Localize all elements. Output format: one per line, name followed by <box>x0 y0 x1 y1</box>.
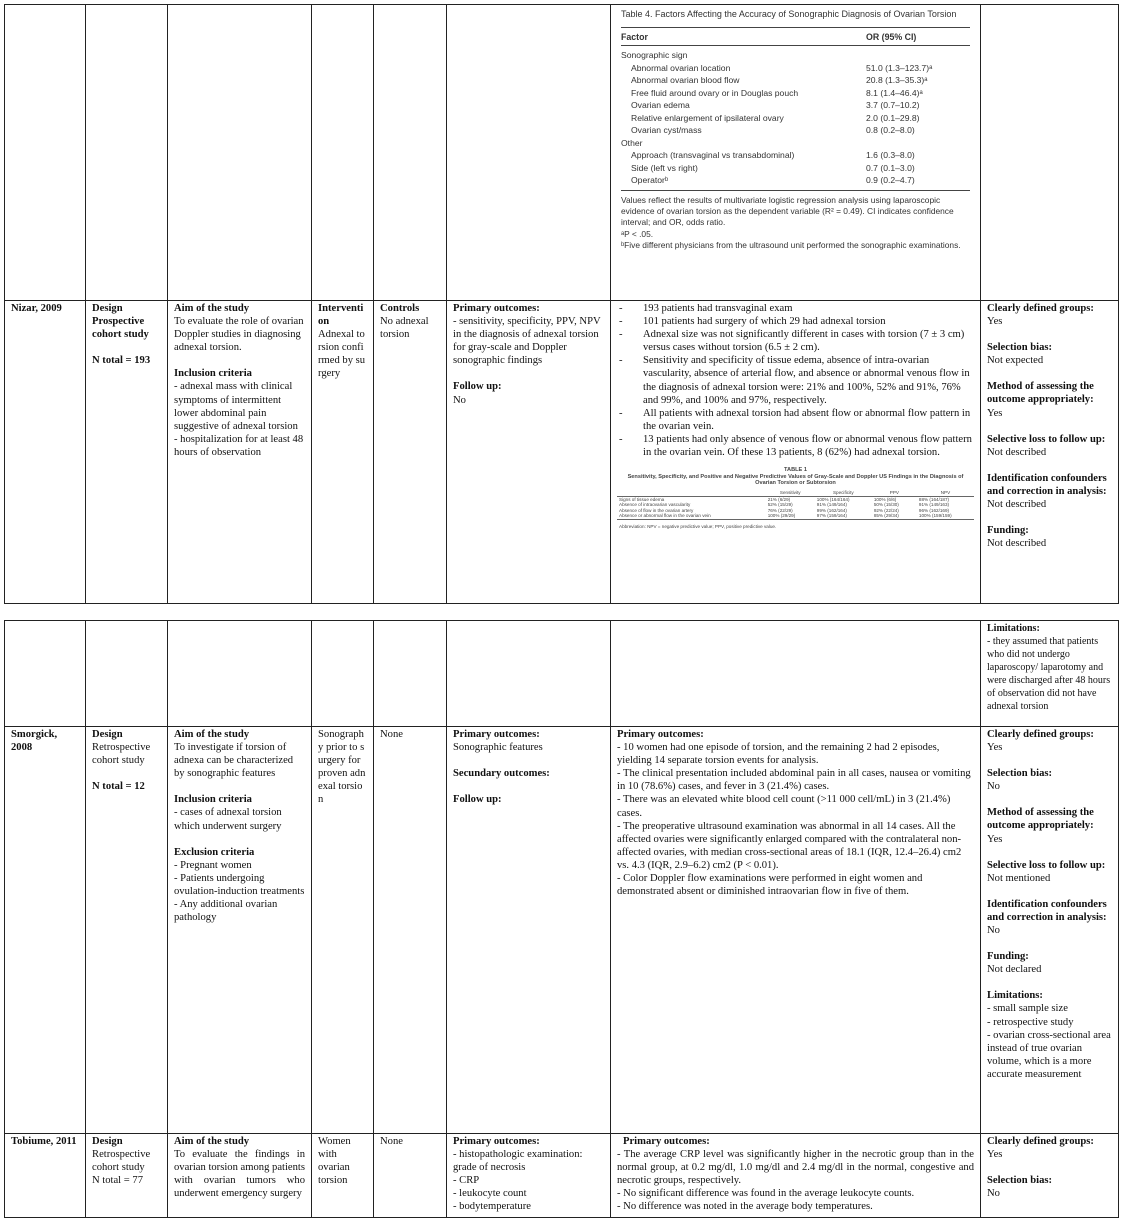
carryover-row <box>5 5 1119 301</box>
table4-row <box>621 124 970 137</box>
mini-cell: 88% (164/187) <box>918 496 950 502</box>
controls-cell <box>374 1134 447 1218</box>
quality-value: Not described <box>987 538 1047 550</box>
table4-factor: Relative enlargement of ipsilateral ovary <box>631 112 784 123</box>
design-value: Retrospective cohort study <box>92 1149 151 1174</box>
cell-empty <box>447 621 611 727</box>
table4-figure-cell <box>611 5 981 301</box>
table4-or: 51.0 (1.3–123.7)ᵃ <box>866 62 933 73</box>
mini-head: Sensitivity <box>766 490 815 496</box>
result-item: - 13 patients had only absence of venous flow or abnormal venous flow pattern in the ovarian vein. Of these 13 patients, 8 (62%) had adnexal torsion. <box>617 433 974 459</box>
exclusion-item: - Pregnant women <box>174 859 252 871</box>
quality-label: Selective loss to follow up: <box>987 859 1106 871</box>
table4-or: 8.1 (1.4–46.4)ᵃ <box>866 87 923 98</box>
carryover-row <box>5 621 1119 727</box>
quality-cell <box>981 727 1119 1134</box>
followup-label: Follow up: <box>453 381 502 393</box>
primary-item: - CRP <box>453 1175 480 1187</box>
design-cell <box>86 1134 168 1218</box>
mini-cell: 97% (159/164) <box>815 513 872 519</box>
cell-empty <box>168 5 312 301</box>
secondary-label: Secundary outcomes: <box>453 768 550 780</box>
mini-cell: Signs of tissue edema <box>619 496 665 502</box>
table4-factor: Abnormal ovarian blood flow <box>631 75 740 85</box>
table4-row <box>621 87 970 100</box>
design-label: Design <box>92 1136 123 1147</box>
aim-text: To evaluate the findings in ovarian torsion among patients with ovarian tumors who underwent emergency surgery <box>174 1149 305 1200</box>
study-row-tobiume <box>5 1134 1119 1218</box>
table4-factor: Side (left vs right) <box>631 162 698 173</box>
exclusion-label: Exclusion criteria <box>174 846 255 858</box>
quality-label: Selection bias: <box>987 768 1053 780</box>
quality-label: Selection bias: <box>987 1175 1053 1187</box>
table4-or: 1.6 (0.3–8.0) <box>866 150 915 160</box>
mini-cell: 92% (22/24) <box>873 507 899 513</box>
results-label: Primary outcomes: <box>617 729 704 740</box>
evidence-table-top <box>4 4 1119 604</box>
result-item: - All patients with adnexal torsion had absent flow or abnormal flow pattern in the ovarian vein. <box>617 407 974 433</box>
limitations-item: - retrospective study <box>987 1016 1074 1028</box>
quality-label: Selection bias: <box>987 342 1053 354</box>
followup-value: No <box>453 394 466 406</box>
result-item: - Adnexal size was not significantly different in cases with torsion (7 ± 3 cm) versus cases without torsion (6.5 ± 2 cm). <box>617 328 974 354</box>
cell-empty <box>312 621 374 727</box>
cell-empty <box>168 621 312 727</box>
mini-cell: 100% (29/29) <box>766 513 815 519</box>
n-total: N total = 77 <box>92 1175 143 1187</box>
intervention-cell <box>312 1134 374 1218</box>
quality-label: Method of assessing the outcome appropriately: <box>987 381 1094 406</box>
table4-row <box>621 74 970 87</box>
mini-cell: 99% (162/164) <box>816 507 847 513</box>
table4-row <box>621 99 970 112</box>
quality-label: Method of assessing the outcome appropriately: <box>987 807 1094 832</box>
table4-note-b: ᵇFive different physicians from the ultrasound unit performed the sonographic examinations. <box>621 240 961 251</box>
controls-text: None <box>380 1136 403 1147</box>
aim-text: To investigate if torsion of adnexa can be characterized by sonographic features <box>174 742 294 780</box>
result-item: - Sensitivity and specificity of tissue edema, absence of intra-ovarian vascularity, absence of arterial flow, and absence or abnormal venous flow in the diagnosis of adnexal torsion were: 21% and 100%, 52% and 91%, 76% and 99%, and 100% and 97%, respectively. <box>617 354 974 406</box>
cell-empty <box>447 5 611 301</box>
result-item: - The average CRP level was significantly higher in the necrotic group than in the normal group, at 0.2 mg/dl, 1.0 mg/dl and 2.4 mg/dl in the normal, congestive and necrotic groups, respectively. <box>617 1149 974 1187</box>
table4-row <box>621 149 970 162</box>
result-item: - Color Doppler flow examinations were performed in eight women and demonstrated absent or diminished intraovarian flow in five of them. <box>617 873 923 898</box>
quality-label: Funding: <box>987 951 1029 963</box>
design-cell <box>86 301 168 604</box>
table4-factor: Free fluid around ovary or in Douglas pouch <box>631 87 799 98</box>
table4-title: Table 4. Factors Affecting the Accuracy of Sonographic Diagnosis of Ovarian Torsion <box>621 9 957 19</box>
results-label: Primary outcomes: <box>623 1136 710 1147</box>
quality-label: Identification confounders and correction in analysis: <box>987 898 1107 923</box>
limitations-item: - small sample size <box>987 1003 1068 1015</box>
outcomes-cell <box>447 301 611 604</box>
results-list <box>617 302 974 459</box>
mini-head: PPV <box>872 490 917 496</box>
result-item: - No difference was noted in the average body temperatures. <box>617 1201 873 1213</box>
quality-label: Clearly defined groups: <box>987 303 1094 314</box>
design-label: Design <box>92 303 123 314</box>
limitations-item: - ovarian cross-sectional area instead of true ovarian volume, which is a more accurate measurement <box>987 1029 1111 1080</box>
carryover-limitations-cell <box>981 621 1119 727</box>
table4-or: 2.0 (0.1–29.8) <box>866 112 920 123</box>
quality-value: Yes <box>987 407 1003 419</box>
intervention-text: Sonography prior to surgery for proven adnexal torsion <box>318 729 366 806</box>
quality-label: Identification confounders and correction in analysis: <box>987 472 1107 497</box>
controls-text: No adnexal torsion <box>380 316 429 341</box>
design-value: Retrospective cohort study <box>92 742 151 767</box>
n-total: N total = 12 <box>92 781 145 793</box>
table4-header <box>621 27 970 47</box>
n-total: N total = 193 <box>92 355 151 367</box>
mini-row <box>617 513 974 519</box>
quality-value: Yes <box>987 316 1003 328</box>
study-name: Tobiume, 2011 <box>5 1134 86 1218</box>
mini-table-figure <box>617 467 974 529</box>
table4-or: 0.8 (0.2–8.0) <box>866 125 915 135</box>
aim-label: Aim of the study <box>174 303 250 314</box>
mini-cell: 96% (162/169) <box>918 507 950 513</box>
table4-or: 0.9 (0.2–4.7) <box>866 175 915 185</box>
table4-or: 0.7 (0.1–3.0) <box>866 162 915 173</box>
mini-cell: Absence of intraovarian vascularity <box>619 502 691 508</box>
primary-label: Primary outcomes: <box>453 729 540 740</box>
mini-cell: 91% (149/163) <box>918 502 950 508</box>
controls-cell <box>374 727 447 1134</box>
exclusion-item: - Patients undergoing ovulation-induction treatments <box>174 872 305 897</box>
primary-text: Sonographic features <box>453 742 543 754</box>
limitations-label: Limitations: <box>987 623 1040 634</box>
table4-row <box>621 162 970 175</box>
inclusion-label: Inclusion criteria <box>174 368 252 380</box>
quality-value: Not mentioned <box>987 872 1051 884</box>
results-cell <box>611 301 981 604</box>
mini-cell: 100% (6/6) <box>873 496 897 502</box>
cell-empty <box>86 621 168 727</box>
quality-value: Not described <box>987 499 1047 511</box>
table4-factor: Ovarian cyst/mass <box>631 125 702 135</box>
table4-factor: Ovarian edema <box>631 100 690 110</box>
cell-empty <box>5 621 86 727</box>
cell-empty <box>374 5 447 301</box>
study-row-smorgick <box>5 727 1119 1134</box>
study-name: Smorgick, 2008 <box>5 727 86 1134</box>
quality-value: No <box>987 1188 1000 1200</box>
cell-empty <box>981 5 1119 301</box>
results-cell <box>611 727 981 1134</box>
study-name: Nizar, 2009 <box>5 301 86 604</box>
inclusion-item: - adnexal mass with clinical symptoms of intermittent lower abdominal pain suggestive of adnexal torsion <box>174 381 298 432</box>
table4-factor: Approach (transvaginal vs transabdominal) <box>631 150 795 160</box>
quality-label: Clearly defined groups: <box>987 729 1094 740</box>
design-cell <box>86 727 168 1134</box>
mini-table-title: Sensitivity, Specificity, and Positive and Negative Predictive Values of Gray-Scale and Doppler US Findings in the Diagnosis of Ovarian Torsion or Subtorsion <box>627 473 964 487</box>
limitations-text: - they assumed that patients who did not undergo laparoscopy/ laparotomy and were discharged after 48 hours of observation did not have adnexal torsion <box>987 636 1111 712</box>
quality-value: No <box>987 925 1000 937</box>
quality-label: Funding: <box>987 525 1029 537</box>
quality-value: Not declared <box>987 964 1042 976</box>
quality-value: Yes <box>987 833 1003 845</box>
quality-label: Selective loss to follow up: <box>987 433 1106 445</box>
cell-empty <box>611 621 981 727</box>
aim-cell <box>168 301 312 604</box>
outcomes-cell <box>447 1134 611 1218</box>
exclusion-item: - Any additional ovarian pathology <box>174 899 278 924</box>
mini-head: NPV <box>917 490 974 496</box>
table4-col-factor: Factor <box>621 31 648 42</box>
intervention-cell <box>312 301 374 604</box>
mini-head: Specificity <box>815 490 872 496</box>
result-item: - No significant difference was found in the average leukocyte counts. <box>617 1188 915 1200</box>
quality-cell <box>981 301 1119 604</box>
quality-cell <box>981 1134 1119 1218</box>
result-item: - 10 women had one episode of torsion, and the remaining 2 had 2 episodes, yielding 14 separate torsion events for analysis. <box>617 742 940 767</box>
quality-value: Yes <box>987 742 1003 754</box>
followup-label: Follow up: <box>453 794 502 806</box>
intervention-text: Women with ovarian torsion <box>318 1136 351 1187</box>
mini-cell: Absence of flow in the ovarian artery <box>619 507 694 513</box>
result-item: - There was an elevated white blood cell count (>11 000 cell/mL) in 3 (21.4%) cases. <box>617 794 951 819</box>
aim-text: To evaluate the role of ovarian Doppler studies in diagnosing adnexal torsion. <box>174 316 304 354</box>
aim-label: Aim of the study <box>174 1136 250 1147</box>
table4-row <box>621 174 970 187</box>
mini-table <box>617 490 974 520</box>
cell-empty <box>312 5 374 301</box>
result-item: - 101 patients had surgery of which 29 had adnexal torsion <box>617 315 974 328</box>
table4-factor: Abnormal ovarian location <box>631 62 731 73</box>
inclusion-item: - cases of adnexal torsion which underwent surgery <box>174 807 282 832</box>
controls-label: Controls <box>380 303 420 314</box>
quality-label: Clearly defined groups: <box>987 1136 1094 1147</box>
mini-cell: Absence or abnormal flow in the ovarian vein <box>617 513 766 519</box>
design-label: Design <box>92 729 123 740</box>
table4-footnote-text: Values reflect the results of multivariate logistic regression analysis using laparoscopic evidence of ovarian torsion as the dependent variable (R² = 0.49). CI indicates confidence interval; and OR, odds ratio. <box>621 194 954 228</box>
cell-empty <box>374 621 447 727</box>
cell-empty <box>86 5 168 301</box>
intervention-text: Adnexal torsion confirmed by surgery <box>318 329 366 380</box>
result-item: - 193 patients had transvaginal exam <box>617 302 974 315</box>
quality-value: No <box>987 781 1000 793</box>
controls-text: None <box>380 729 403 740</box>
aim-cell <box>168 727 312 1134</box>
primary-item: - histopathologic examination: grade of necrosis <box>453 1149 583 1174</box>
result-item: - The clinical presentation included abdominal pain in all cases, nausea or vomiting in 10 (78.6%) cases, and fever in 3 (21.4%) cases. <box>617 768 971 793</box>
table4-footnote <box>621 190 970 252</box>
primary-text: - sensitivity, specificity, PPV, NPV in the diagnosis of adnexal torsion for gray-scale and Doppler sonographic findings <box>453 316 601 367</box>
design-value: Prospective cohort study <box>92 316 149 341</box>
results-cell <box>611 1134 981 1218</box>
evidence-table-bottom <box>4 620 1119 1218</box>
controls-cell <box>374 301 447 604</box>
result-item: - The preoperative ultrasound examination was abnormal in all 14 cases. All the affected ovaries were significantly enlarged compared with the contralateral non-affected ovaries, with median cross-sectional areas of 18.1 (IQR, 12.4–26.4) cm2 vs. 4.3 (IQR, 2.9–6.2) cm2 (P < 0.01). <box>617 820 962 871</box>
cell-empty <box>5 5 86 301</box>
table4-group-other: Other <box>621 137 643 148</box>
inclusion-label: Inclusion criteria <box>174 794 252 806</box>
table4-group-sono: Sonographic sign <box>621 50 688 60</box>
mini-cell: 91% (149/164) <box>816 502 847 508</box>
primary-item: - leukocyte count <box>453 1188 527 1200</box>
mini-cell: 52% (15/29) <box>767 502 793 508</box>
aim-label: Aim of the study <box>174 729 250 740</box>
mini-cell: 85% (29/34) <box>872 513 917 519</box>
intervention-label: Intervention <box>318 303 364 328</box>
limitations-label: Limitations: <box>987 990 1043 1002</box>
primary-item: - bodytemperature <box>453 1201 531 1213</box>
table4-or: 3.7 (0.7–10.2) <box>866 100 920 110</box>
table4-row <box>621 62 970 75</box>
table4-factor: Operatorᵇ <box>631 175 669 185</box>
mini-cell: 100% (159/159) <box>917 513 974 519</box>
mini-cell: 100% (164/164) <box>816 496 850 502</box>
primary-label: Primary outcomes: <box>453 1136 540 1147</box>
primary-label: Primary outcomes: <box>453 303 540 314</box>
quality-value: Not expected <box>987 355 1044 367</box>
table4-row <box>621 112 970 125</box>
study-row-nizar <box>5 301 1119 604</box>
inclusion-item: - hospitalization for at least 48 hours of observation <box>174 433 304 458</box>
table4-note-a: ᵃP < .05. <box>621 228 654 239</box>
mini-table-label: TABLE 1 <box>784 467 807 474</box>
mini-table-abbrev: Abbreviation: NPV = negative predictive value; PPV, positive predictive value. <box>619 523 777 529</box>
table4-figure <box>617 6 974 252</box>
mini-cell: 21% (6/29) <box>767 496 791 502</box>
table4-col-or: OR (95% CI) <box>866 31 917 42</box>
mini-cell: 76% (22/29) <box>767 507 793 513</box>
quality-value: Not described <box>987 446 1047 458</box>
aim-cell <box>168 1134 312 1218</box>
quality-value: Yes <box>987 1149 1003 1161</box>
mini-cell: 50% (15/30) <box>873 502 899 508</box>
outcomes-cell <box>447 727 611 1134</box>
intervention-cell <box>312 727 374 1134</box>
table4-or: 20.8 (1.3–35.3)ᵃ <box>866 75 928 85</box>
